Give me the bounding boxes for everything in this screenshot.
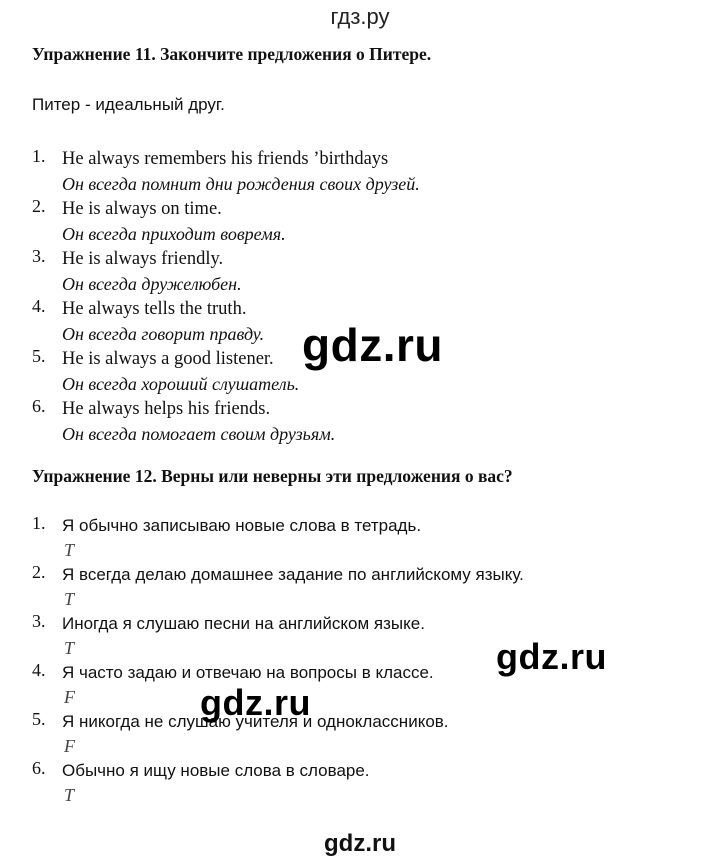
answer: T bbox=[64, 638, 75, 658]
statement: Обычно я ищу новые слова в словаре. bbox=[62, 761, 370, 780]
item-number: 3. bbox=[32, 611, 46, 631]
exercise-11-title: Упражнение 11. Закончите предложения о Питере. bbox=[32, 44, 432, 64]
russian-translation: Он всегда хороший слушатель. bbox=[62, 374, 300, 394]
list-item bbox=[32, 562, 524, 611]
item-number: 2. bbox=[32, 562, 46, 582]
exercise-11-intro: Питер - идеальный друг. bbox=[32, 95, 225, 114]
watermark: gdz.ru bbox=[200, 682, 311, 723]
english-sentence: He always helps his friends. bbox=[62, 399, 271, 419]
watermark: gdz.ru bbox=[302, 319, 443, 371]
exercise-12-title: Упражнение 12. Верны или неверны эти предложения о вас? bbox=[32, 466, 513, 486]
russian-translation: Он всегда говорит правду. bbox=[62, 324, 265, 344]
answer: T bbox=[64, 540, 75, 560]
answer: F bbox=[64, 687, 75, 707]
item-number: 6. bbox=[32, 396, 46, 416]
english-sentence: He always tells the truth. bbox=[62, 299, 247, 319]
answer: T bbox=[64, 785, 75, 805]
russian-translation: Он всегда дружелюбен. bbox=[62, 274, 242, 294]
english-sentence: He always remembers his friends ’birthdays bbox=[62, 149, 389, 169]
answer: T bbox=[64, 589, 75, 609]
russian-translation: Он всегда помнит дни рождения своих друзей. bbox=[62, 174, 420, 194]
exercise-11-list bbox=[32, 146, 420, 446]
item-number: 1. bbox=[32, 513, 46, 533]
list-item bbox=[32, 246, 420, 296]
list-item bbox=[32, 758, 524, 807]
item-number: 4. bbox=[32, 296, 46, 316]
list-item bbox=[32, 196, 420, 246]
statement: Я часто задаю и отвечаю на вопросы в классе. bbox=[62, 663, 434, 682]
english-sentence: He is always friendly. bbox=[62, 249, 224, 269]
english-sentence: He is always on time. bbox=[62, 199, 222, 219]
list-item bbox=[32, 396, 420, 446]
item-number: 2. bbox=[32, 196, 46, 216]
list-item bbox=[32, 146, 420, 196]
statement: Я обычно записываю новые слова в тетрадь. bbox=[62, 516, 422, 535]
item-number: 5. bbox=[32, 346, 46, 366]
site-header: гдз.ру bbox=[330, 4, 390, 29]
statement: Я никогда не слушаю учителя и одноклассников. bbox=[62, 712, 449, 731]
english-sentence: He is always a good listener. bbox=[62, 349, 274, 369]
statement: Иногда я слушаю песни на английском языке. bbox=[62, 614, 425, 633]
item-number: 4. bbox=[32, 660, 46, 680]
russian-translation: Он всегда помогает своим друзьям. bbox=[62, 424, 336, 444]
russian-translation: Он всегда приходит вовремя. bbox=[62, 224, 286, 244]
item-number: 5. bbox=[32, 709, 46, 729]
answer: F bbox=[64, 736, 75, 756]
footer-watermark: gdz.ru bbox=[324, 830, 396, 857]
exercise-12-list bbox=[32, 513, 524, 807]
item-number: 3. bbox=[32, 246, 46, 266]
list-item bbox=[32, 611, 524, 660]
item-number: 6. bbox=[32, 758, 46, 778]
watermark: gdz.ru bbox=[496, 636, 607, 677]
list-item bbox=[32, 513, 524, 562]
item-number: 1. bbox=[32, 146, 46, 166]
statement: Я всегда делаю домашнее задание по английскому языку. bbox=[62, 565, 524, 584]
